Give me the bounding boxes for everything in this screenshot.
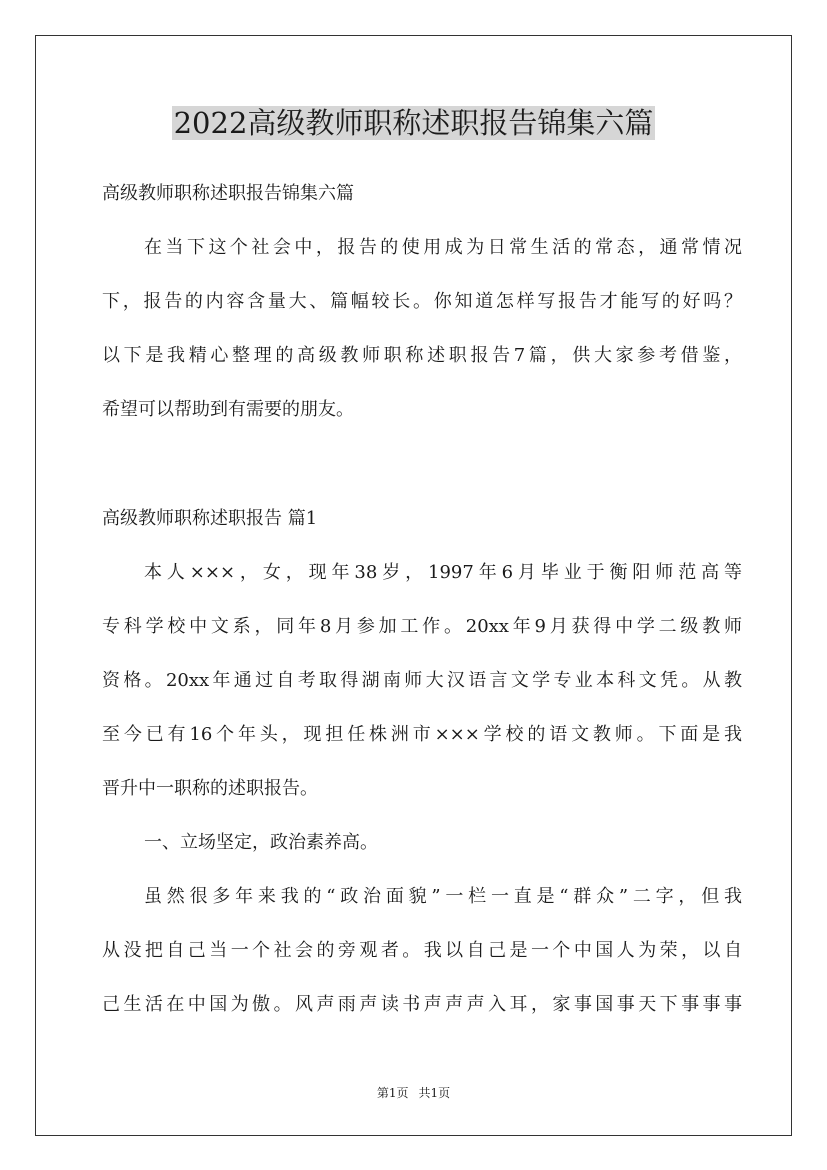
- section-heading: 高级教师职称述职报告 篇1: [102, 508, 318, 529]
- paragraph-line: 晋升中一职称的述职报告。: [102, 778, 318, 799]
- paragraph-line: 资格。20xx年通过自考取得湖南师大汉语言文学专业本科文凭。从教: [102, 670, 742, 691]
- document-subtitle: 高级教师职称述职报告锦集六篇: [102, 183, 354, 204]
- paragraph-line: 专科学校中文系，同年8月参加工作。20xx年9月获得中学二级教师: [102, 616, 742, 637]
- paragraph-line: 至今已有16个年头，现担任株洲市×××学校的语文教师。下面是我: [102, 724, 742, 745]
- section-paragraph-2: [102, 816, 742, 870]
- paragraph-line: 一、立场坚定，政治素养高。: [144, 832, 378, 853]
- paragraph-line: 下，报告的内容含量大、篇幅较长。你知道怎样写报告才能写的好吗？: [102, 291, 742, 312]
- section-paragraph-1: [102, 546, 742, 816]
- paragraph-line: 希望可以帮助到有需要的朋友。: [102, 399, 354, 420]
- paragraph-line: 本人×××，女，现年38岁，1997年6月毕业于衡阳师范高等: [144, 562, 742, 583]
- page-footer: [0, 1083, 827, 1103]
- paragraph-line: 以下是我精心整理的高级教师职称述职报告7篇，供大家参考借鉴，: [102, 345, 742, 366]
- page-total: 共1页: [418, 1086, 451, 1100]
- paragraph-line: 己生活在中国为傲。风声雨声读书声声声入耳，家事国事天下事事事: [102, 994, 742, 1015]
- paragraph-line: 在当下这个社会中，报告的使用成为日常生活的常态，通常情况: [144, 237, 742, 258]
- page-number: 第1页: [376, 1086, 409, 1100]
- intro-paragraph: [102, 221, 742, 437]
- document-title-text: 2022高级教师职称述职报告锦集六篇: [173, 106, 654, 140]
- paragraph-line: 虽然很多年来我的“政治面貌”一栏一直是“群众”二字，但我: [144, 886, 742, 907]
- paragraph-line: 从没把自己当一个社会的旁观者。我以自己是一个中国人为荣，以自: [102, 940, 742, 961]
- document-title: [0, 100, 827, 146]
- section-paragraph-3: [102, 870, 742, 1032]
